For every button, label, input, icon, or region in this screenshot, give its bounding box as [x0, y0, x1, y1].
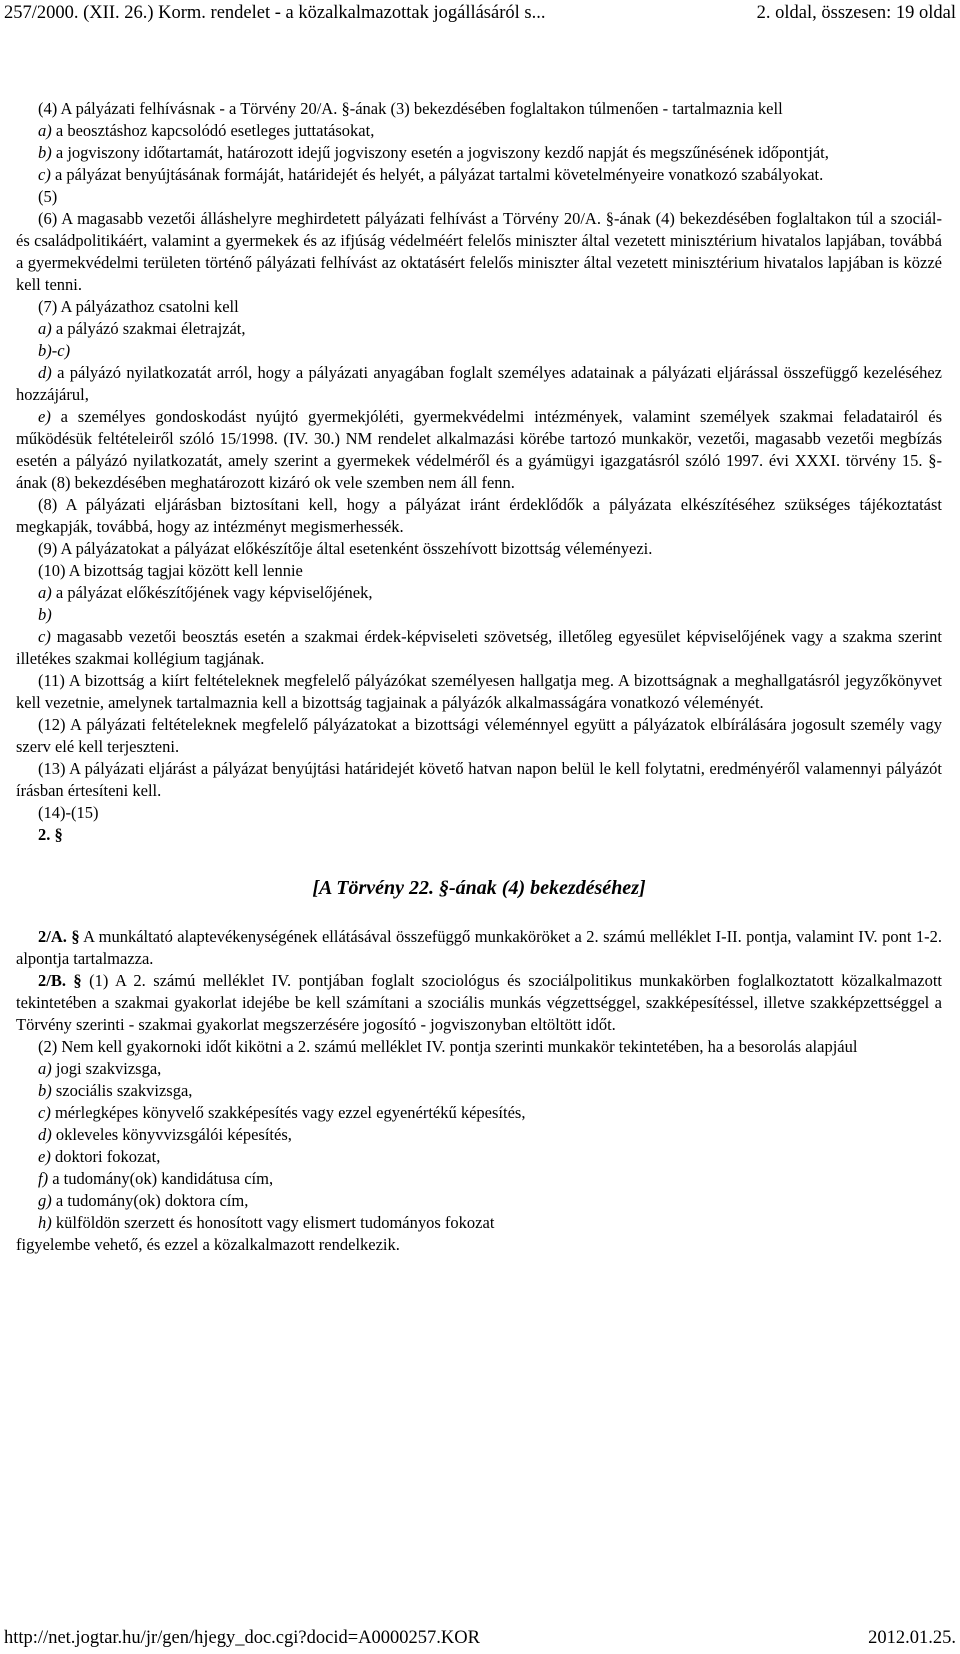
paragraph-13: (13) A pályázati eljárást a pályázat benyújtási határidejét követő hatvan napon belül le kell folytatni, eredményéről valamennyi pályázót írásban értesíteni kell.	[16, 759, 942, 800]
item-text: okleveles könyvvizsgálói képesítés,	[51, 1125, 292, 1144]
item-marker: a)	[38, 1059, 52, 1078]
item-10b	[16, 604, 942, 626]
section-marker: 2/B. §	[38, 971, 82, 990]
paragraph-10: (10) A bizottság tagjai között kell lennie	[38, 561, 303, 580]
paragraph-4: (4) A pályázati felhívásnak - a Törvény 20/A. §-ának (3) bekezdésében foglaltakon túlmenően - tartalmaznia kell	[38, 99, 783, 118]
paragraph-11: (11) A bizottság a kiírt feltételeknek megfelelő pályázókat személyesen hallgatja meg. A bizottságnak a meghallgatásról jegyzőkönyvet kell vezetnie, amelynek tartalmaznia kell a bizottság tagjainak a pályázók alkalmasságára vonatkozó véleményét.	[16, 671, 942, 712]
item-marker: c)	[38, 627, 51, 646]
section-text: A munkáltató alaptevékenységének ellátásával összefüggő munkaköröket a 2. számú melléklet I-II. pontja, valamint IV. pont 1-2. alpontja tartalmazza.	[16, 927, 942, 968]
item-marker: g)	[38, 1191, 52, 1210]
item-marker: b)	[38, 143, 52, 162]
list-item-c	[16, 1102, 942, 1124]
item-text: a pályázó nyilatkozatát arról, hogy a pályázati anyagában foglalt személyes adatainak a pályázati eljárással összefüggő kezeléséhez hozzájárul,	[16, 363, 942, 404]
list-item-f	[16, 1168, 942, 1190]
item-marker: b)	[38, 605, 52, 624]
item-text: mérlegképes könyvelő szakképesítés vagy ezzel egyenértékű képesítés,	[50, 1103, 526, 1122]
list-item-g	[16, 1190, 942, 1212]
item-4a	[16, 120, 942, 142]
section-2-title: 2. §	[38, 825, 63, 844]
closing-line: figyelembe vehető, és ezzel a közalkalmazott rendelkezik.	[16, 1235, 400, 1254]
paragraph-12: (12) A pályázati feltételeknek megfelelő pályázatokat a bizottsági véleménnyel együtt a pályázatok elbírálására jogosult személy vagy szerv elé kell terjeszteni.	[16, 715, 942, 756]
paragraph-6: (6) A magasabb vezetői álláshelyre meghirdetett pályázati felhívást a Törvény 20/A. §-ának (4) bekezdésében foglaltakon túl a szociál- és családpolitikáért, valamint a gyermekek és az ifjúság védelméért felelős miniszter által vezetett minisztérium hivatalos lapjában, továbbá a gyermekvédelmi területen történő pályázati felhívást az oktatásért felelős miniszter által vezetett minisztérium hivatalos lapjában is közzé kell tenni.	[16, 209, 942, 294]
section-2b	[16, 970, 942, 1036]
item-text: a tudomány(ok) kandidátusa cím,	[48, 1169, 274, 1188]
section-heading: [A Törvény 22. §-ának (4) bekezdéséhez]	[312, 877, 646, 899]
item-7a	[16, 318, 942, 340]
list-item-d	[16, 1124, 942, 1146]
item-4b	[16, 142, 942, 164]
footer-url[interactable]: http://net.jogtar.hu/jr/gen/hjegy_doc.cgi?docid=A0000257.KOR	[4, 1628, 480, 1648]
item-text: külföldön szerzett és honosított vagy elismert tudományos fokozat	[51, 1213, 495, 1232]
item-4c	[16, 164, 942, 186]
item-marker: b)-c)	[38, 341, 71, 360]
item-marker: b)	[38, 1081, 52, 1100]
item-marker: e)	[38, 1147, 51, 1166]
paragraph-9: (9) A pályázatokat a pályázat előkészítője által esetenként összehívott bizottság véleményezi.	[38, 539, 653, 558]
item-7bc	[16, 340, 942, 362]
item-marker: a)	[38, 583, 52, 602]
item-text: jogi szakvizsga,	[51, 1059, 162, 1078]
item-text: magasabb vezetői beosztás esetén a szakmai érdek-képviseleti szövetség, illetőleg egyesület képviselőjének vagy a szakma szerint illetékes szakmai kollégium tagjának.	[16, 627, 942, 668]
list-item-h	[16, 1212, 942, 1234]
item-7d	[16, 362, 942, 406]
paragraph-8: (8) A pályázati eljárásban biztosítani kell, hogy a pályázat iránt érdeklődők a pályázata elkészítéséhez szükséges tájékoztatást megkapják, továbbá, hogy az intézményt megismerhessék.	[16, 495, 942, 536]
item-marker: d)	[38, 363, 52, 382]
item-marker: a)	[38, 319, 52, 338]
item-text: szociális szakvizsga,	[51, 1081, 193, 1100]
paragraph-7: (7) A pályázathoz csatolni kell	[38, 297, 239, 316]
item-marker: h)	[38, 1213, 52, 1232]
item-text: a pályázó szakmai életrajzát,	[51, 319, 246, 338]
paragraph-5: (5)	[38, 187, 58, 206]
list-item-a	[16, 1058, 942, 1080]
item-marker: c)	[38, 165, 51, 184]
item-marker: c)	[38, 1103, 51, 1122]
item-marker: f)	[38, 1169, 49, 1188]
paragraph-14-15: (14)-(15)	[38, 803, 99, 822]
section-text: (1) A 2. számú melléklet IV. pontjában foglalt szociológus és szociálpolitikus munkakörben foglalkoztatott közalkalmazott tekintetében a szakmai gyakorlat idejébe be kell számítani a szociális munkás végzettséggel, szakképesítéssel, illetve szakképzettséggel a Törvény szerinti - szakmai gyakorlat megszerzésére jogosító - jogviszonyban eltöltött időt.	[16, 971, 942, 1034]
item-text: doktori fokozat,	[50, 1147, 161, 1166]
header-title: 257/2000. (XII. 26.) Korm. rendelet - a közalkalmazottak jogállásáról s...	[4, 3, 546, 23]
item-marker: e)	[38, 407, 51, 426]
footer-date: 2012.01.25.	[868, 1628, 956, 1648]
item-marker: a)	[38, 121, 52, 140]
item-10a	[16, 582, 942, 604]
item-7e	[16, 406, 942, 494]
item-text: a pályázat benyújtásának formáját, határidejét és helyét, a pályázat tartalmi követelményeire vonatkozó szabályokat.	[50, 165, 824, 184]
paragraph-2b-2: (2) Nem kell gyakornoki időt kikötni a 2. számú melléklet IV. pontja szerinti munkakör tekintetében, ha a besorolás alapjául	[38, 1037, 858, 1056]
item-text: a pályázat előkészítőjének vagy képviselőjének,	[51, 583, 373, 602]
section-2a	[16, 926, 942, 970]
item-10c	[16, 626, 942, 670]
item-text: a jogviszony időtartamát, határozott idejű jogviszony esetén a jogviszony kezdő napját és megszűnésének időpontját,	[51, 143, 829, 162]
document-body	[16, 98, 942, 1256]
item-text: a tudomány(ok) doktora cím,	[51, 1191, 249, 1210]
item-text: a személyes gondoskodást nyújtó gyermekjóléti, gyermekvédelmi intézmények, valamint személyek szakmai feladatairól és működésük feltételeiről szóló 15/1998. (IV. 30.) NM rendelet alkalmazási körébe tartozó munkakör, vezetői, magasabb vezetői megbízás esetén a pályázó nyilatkozatát, amely szerint a gyermekek védelméről és a gyámügyi igazgatásról szóló 1997. évi XXXI. törvény 15. §-ának (8) bekezdésében meghatározott kizáró ok vele szemben nem áll fenn.	[16, 407, 942, 492]
section-marker: 2/A. §	[38, 927, 80, 946]
item-marker: d)	[38, 1125, 52, 1144]
item-text: a beosztáshoz kapcsolódó esetleges juttatásokat,	[51, 121, 375, 140]
list-item-b	[16, 1080, 942, 1102]
list-item-e	[16, 1146, 942, 1168]
header-page-count: 2. oldal, összesen: 19 oldal	[756, 3, 956, 23]
